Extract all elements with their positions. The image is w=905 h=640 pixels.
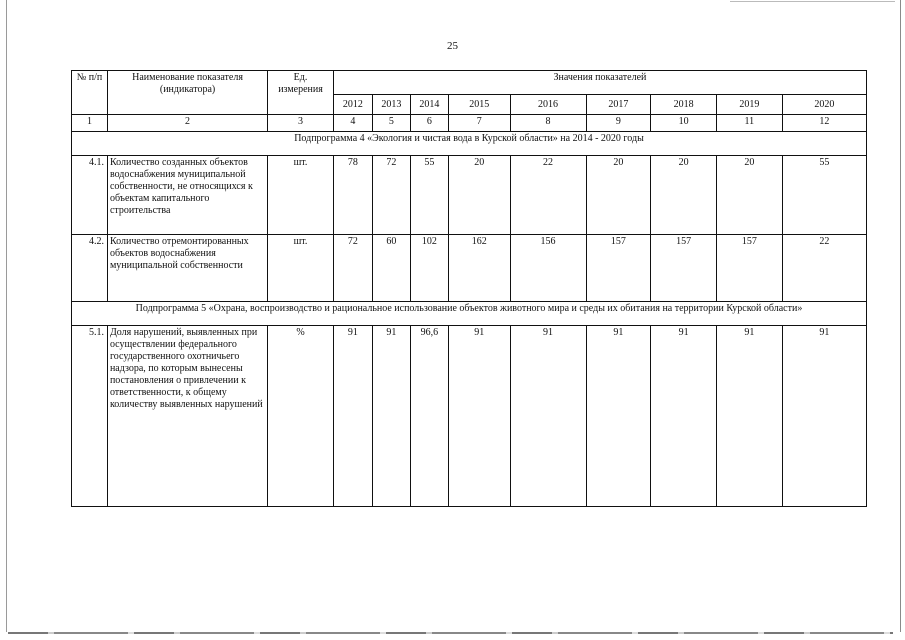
indicator-name: Количество созданных объектов водоснабжения муниципальной собственности, не относящихся к объектам капитального строительства — [107, 156, 267, 235]
indicators-table — [71, 70, 867, 507]
value-cell: 91 — [333, 326, 372, 507]
column-number: 5 — [372, 115, 410, 132]
value-cell: 20 — [586, 156, 651, 235]
column-number: 7 — [448, 115, 510, 132]
section-4-title: Подпрограмма 4 «Экология и чистая вода в Курской области» на 2014 - 2020 годы — [72, 132, 867, 156]
indicator-name: Количество отремонтированных объектов водоснабжения муниципальной собственности — [107, 235, 267, 302]
value-cell: 20 — [651, 156, 717, 235]
value-cell: 91 — [448, 326, 510, 507]
value-cell: 72 — [333, 235, 372, 302]
indicator-unit: шт. — [268, 156, 334, 235]
value-cell: 91 — [716, 326, 782, 507]
value-cell: 72 — [372, 156, 410, 235]
page-number: 25 — [447, 40, 458, 52]
header-year: 2012 — [333, 95, 372, 115]
table-row — [72, 235, 867, 302]
header-year: 2015 — [448, 95, 510, 115]
row-id: 4.1. — [72, 156, 108, 235]
indicator-unit: шт. — [268, 235, 334, 302]
column-number: 4 — [333, 115, 372, 132]
table-row — [72, 156, 867, 235]
indicator-unit: % — [268, 326, 334, 507]
value-cell: 78 — [333, 156, 372, 235]
value-cell: 91 — [651, 326, 717, 507]
value-cell: 157 — [586, 235, 651, 302]
value-cell: 20 — [448, 156, 510, 235]
column-number: 12 — [782, 115, 866, 132]
header-row-1 — [72, 71, 867, 95]
column-number: 8 — [510, 115, 586, 132]
value-cell: 20 — [716, 156, 782, 235]
column-number: 1 — [72, 115, 108, 132]
value-cell: 22 — [510, 156, 586, 235]
column-number: 2 — [107, 115, 267, 132]
header-year: 2013 — [372, 95, 410, 115]
header-year: 2017 — [586, 95, 651, 115]
indicator-name: Доля нарушений, выявленных при осуществлении федерального государственного охотничьего надзора, по которым вынесены постановления о привлечении к ответственности, к общему количеству выявленных нарушений — [107, 326, 267, 507]
header-year: 2019 — [716, 95, 782, 115]
value-cell: 91 — [782, 326, 866, 507]
value-cell: 96,6 — [410, 326, 448, 507]
value-cell: 156 — [510, 235, 586, 302]
value-cell: 162 — [448, 235, 510, 302]
section-4-row — [72, 132, 867, 156]
header-year: 2020 — [782, 95, 866, 115]
value-cell: 60 — [372, 235, 410, 302]
value-cell: 55 — [410, 156, 448, 235]
table-row — [72, 326, 867, 507]
scan-edge-bottom — [8, 632, 893, 634]
header-year: 2018 — [651, 95, 717, 115]
column-number: 3 — [268, 115, 334, 132]
header-unit: Ед. измерения — [268, 71, 334, 115]
header-num: № п/п — [72, 71, 108, 115]
section-5-row — [72, 302, 867, 326]
header-name: Наименование показателя (индикатора) — [107, 71, 267, 115]
header-year: 2016 — [510, 95, 586, 115]
value-cell: 91 — [372, 326, 410, 507]
value-cell: 102 — [410, 235, 448, 302]
value-cell: 91 — [510, 326, 586, 507]
column-number: 9 — [586, 115, 651, 132]
header-values-title: Значения показателей — [333, 71, 866, 95]
row-id: 4.2. — [72, 235, 108, 302]
value-cell: 157 — [651, 235, 717, 302]
row-id: 5.1. — [72, 326, 108, 507]
header-year: 2014 — [410, 95, 448, 115]
value-cell: 55 — [782, 156, 866, 235]
value-cell: 22 — [782, 235, 866, 302]
column-numbers-row — [72, 115, 867, 132]
column-number: 10 — [651, 115, 717, 132]
section-5-title: Подпрограмма 5 «Охрана, воспроизводство и рациональное использование объектов животного мира и среды их обитания на территории Курской области» — [72, 302, 867, 326]
column-number: 11 — [716, 115, 782, 132]
value-cell: 157 — [716, 235, 782, 302]
column-number: 6 — [410, 115, 448, 132]
value-cell: 91 — [586, 326, 651, 507]
scan-edge-top — [730, 1, 895, 2]
